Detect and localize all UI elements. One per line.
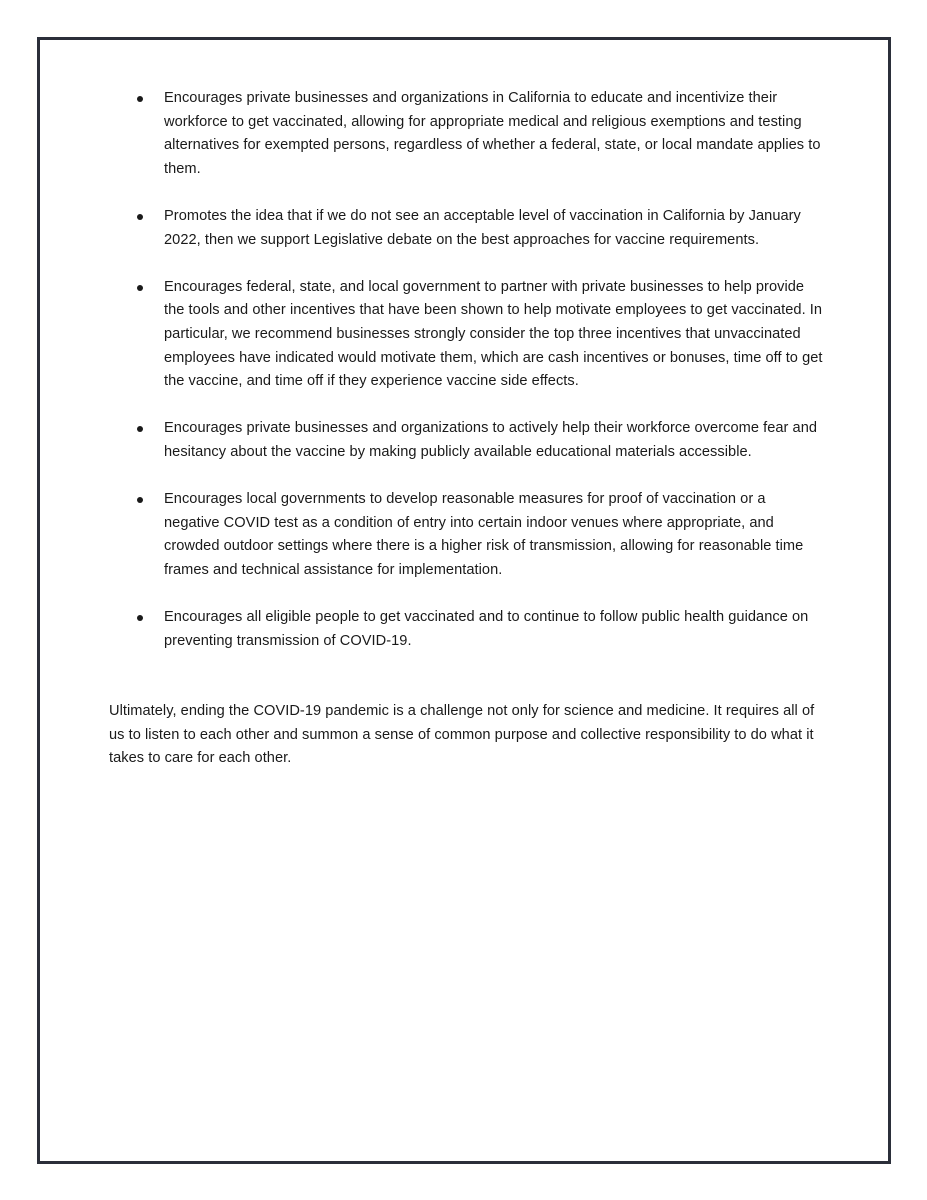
list-item xyxy=(135,205,825,252)
bullet-text: Encourages private businesses and organizations in California to educate and incentivize their workforce to get vaccinated, allowing for appropriate medical and religious exemptions and testing alternatives for exempted persons, regardless of whether a federal, state, or local mandate applies to them. xyxy=(164,90,821,177)
bullet-text: Encourages federal, state, and local government to partner with private businesses to help provide the tools and other incentives that have been shown to help motivate employees to get vaccinated. In particular, we recommend businesses strongly consider the top three incentives that unvaccinated employees have indicated would motivate them, which are cash incentives or bonuses, time off to get the vaccine, and time off if they experience vaccine side effects. xyxy=(164,278,823,390)
bullet-icon xyxy=(137,426,143,432)
bullet-icon xyxy=(137,96,143,102)
bullet-icon xyxy=(137,615,143,621)
bullet-text: Encourages local governments to develop reasonable measures for proof of vaccination or a negative COVID test as a condition of entry into certain indoor venues where appropriate, and crowded outdoor settings where there is a higher risk of transmission, allowing for reasonable time frames and technical assistance for implementation. xyxy=(164,491,804,578)
list-item xyxy=(135,606,825,653)
closing-paragraph: Ultimately, ending the COVID-19 pandemic is a challenge not only for science and medicine. It requires all of us to listen to each other and summon a sense of common purpose and collective responsibility to do what it takes to care for each other. xyxy=(109,703,815,767)
list-item xyxy=(135,276,825,394)
bullet-text: Encourages private businesses and organizations to actively help their workforce overcome fear and hesitancy about the vaccine by making publicly available educational materials accessible. xyxy=(164,420,818,460)
bullet-icon xyxy=(137,497,143,503)
recommendations-list xyxy=(135,87,825,677)
bullet-icon xyxy=(137,285,143,291)
bullet-text: Promotes the idea that if we do not see an acceptable level of vaccination in California by January 2022, then we support Legislative debate on the best approaches for vaccine requirements. xyxy=(164,207,801,248)
list-item xyxy=(135,87,825,181)
list-item xyxy=(135,417,825,464)
list-item xyxy=(135,488,825,582)
bullet-text: Encourages all eligible people to get vaccinated and to continue to follow public health guidance on preventing transmission of COVID-19. xyxy=(164,609,809,649)
bullet-icon xyxy=(137,214,143,220)
